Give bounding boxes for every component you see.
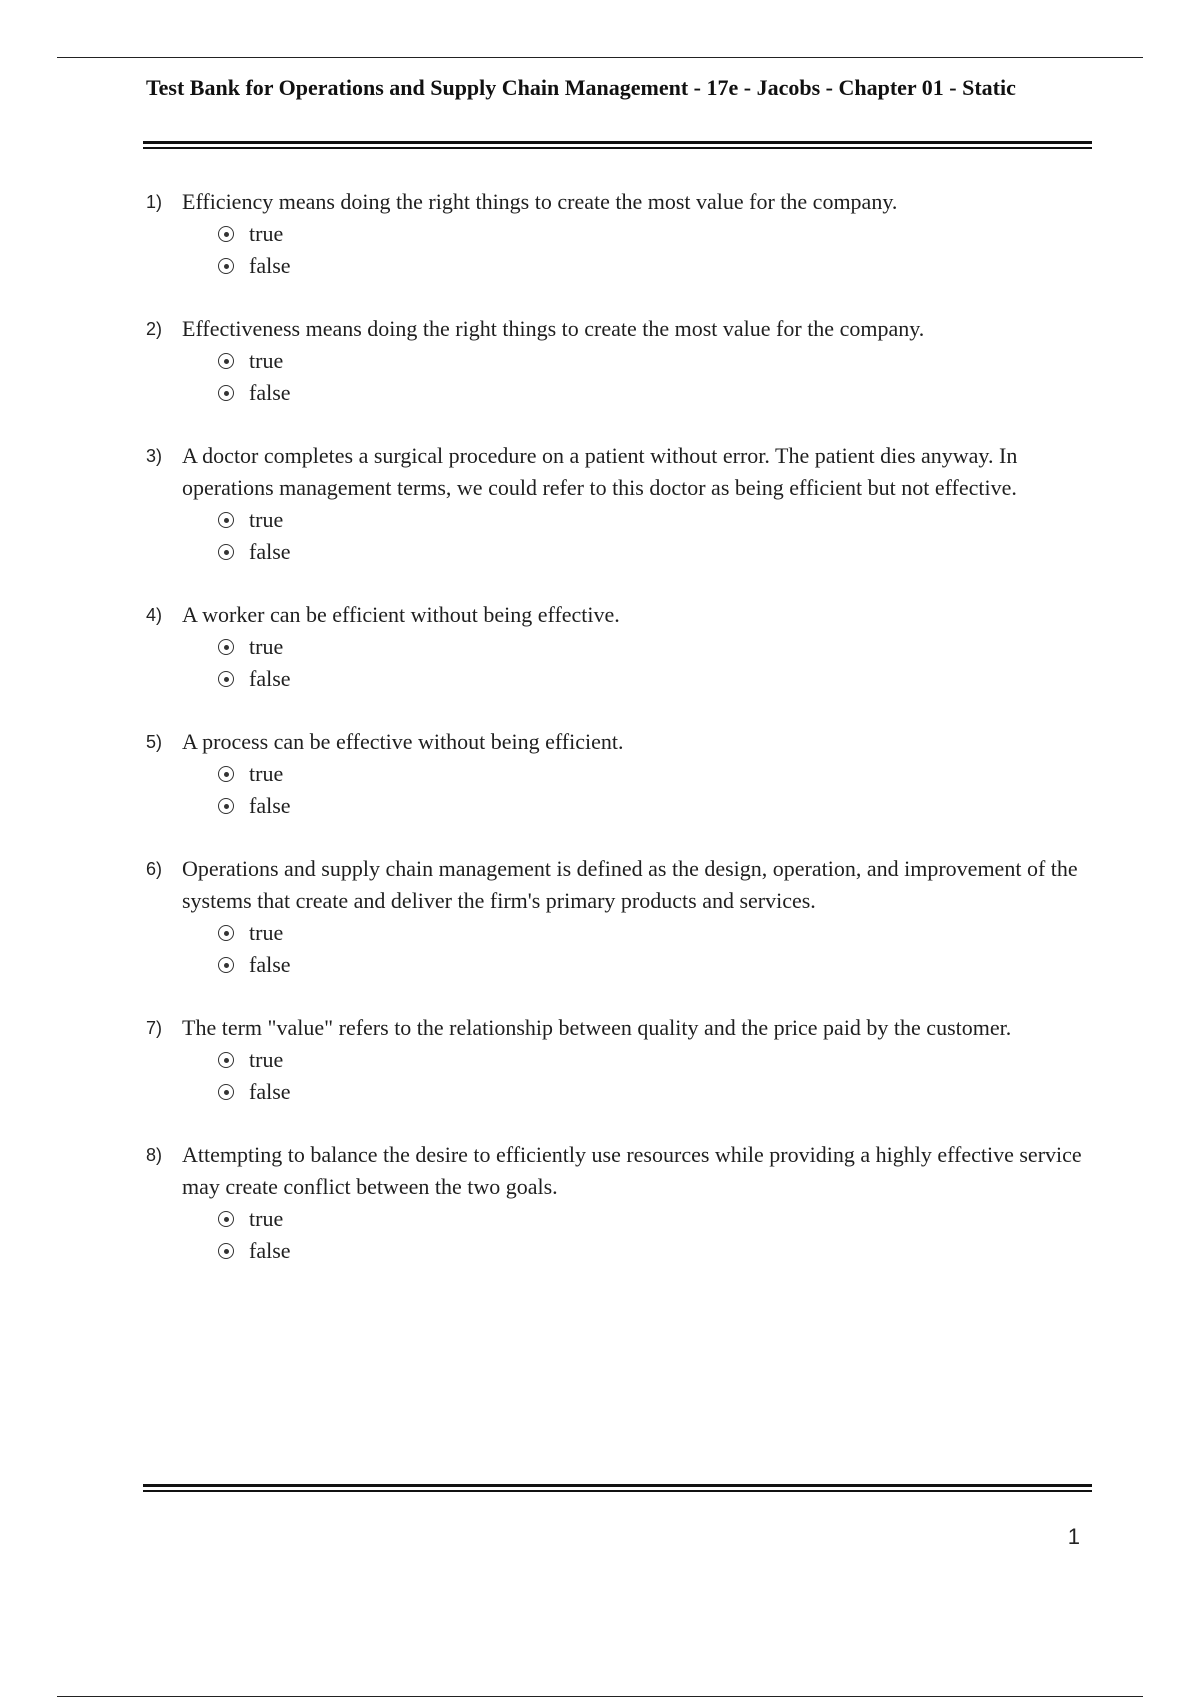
radio-icon[interactable] bbox=[218, 639, 234, 655]
option-false[interactable] bbox=[218, 1076, 1096, 1108]
option-false[interactable] bbox=[218, 663, 1096, 695]
option-label: false bbox=[249, 380, 291, 405]
option-false[interactable] bbox=[218, 790, 1096, 822]
page-bottom-border bbox=[57, 1696, 1143, 1697]
page-number: 1 bbox=[1067, 1524, 1080, 1549]
question-number: 5) bbox=[146, 732, 163, 752]
question-text: Effectiveness means doing the right things to create the most value for the company. bbox=[182, 316, 925, 341]
question-5 bbox=[146, 726, 1096, 822]
option-label: false bbox=[249, 1238, 291, 1263]
option-true[interactable] bbox=[218, 1044, 1096, 1076]
question-list bbox=[146, 186, 1096, 1298]
radio-icon[interactable] bbox=[218, 1052, 234, 1068]
radio-icon[interactable] bbox=[218, 671, 234, 687]
option-label: true bbox=[249, 1047, 284, 1072]
option-false[interactable] bbox=[218, 1235, 1096, 1267]
option-label: false bbox=[249, 1079, 291, 1104]
footer-divider bbox=[143, 1484, 1092, 1492]
question-number: 2) bbox=[146, 319, 163, 339]
radio-icon[interactable] bbox=[218, 1084, 234, 1100]
radio-icon[interactable] bbox=[218, 1211, 234, 1227]
option-true[interactable] bbox=[218, 631, 1096, 663]
option-label: true bbox=[249, 761, 284, 786]
radio-icon[interactable] bbox=[218, 766, 234, 782]
radio-icon[interactable] bbox=[218, 798, 234, 814]
question-3 bbox=[146, 440, 1096, 568]
option-label: false bbox=[249, 952, 291, 977]
option-label: true bbox=[249, 1206, 284, 1231]
radio-icon[interactable] bbox=[218, 1243, 234, 1259]
header-divider bbox=[143, 141, 1092, 149]
option-label: true bbox=[249, 920, 284, 945]
option-false[interactable] bbox=[218, 377, 1096, 409]
radio-icon[interactable] bbox=[218, 353, 234, 369]
option-label: false bbox=[249, 253, 291, 278]
option-true[interactable] bbox=[218, 504, 1096, 536]
radio-icon[interactable] bbox=[218, 925, 234, 941]
question-1 bbox=[146, 186, 1096, 282]
option-true[interactable] bbox=[218, 1203, 1096, 1235]
option-label: true bbox=[249, 634, 284, 659]
option-true[interactable] bbox=[218, 917, 1096, 949]
question-number: 4) bbox=[146, 605, 163, 625]
question-number: 1) bbox=[146, 192, 163, 212]
question-number: 8) bbox=[146, 1145, 163, 1165]
radio-icon[interactable] bbox=[218, 226, 234, 242]
option-false[interactable] bbox=[218, 536, 1096, 568]
radio-icon[interactable] bbox=[218, 385, 234, 401]
document-title: Test Bank for Operations and Supply Chain Management - 17e - Jacobs - Chapter 01 - Static bbox=[146, 75, 1016, 100]
question-text: A doctor completes a surgical procedure on a patient without error. The patient dies anyway. In operations management terms, we could refer to this doctor as being efficient but not effective. bbox=[182, 443, 1018, 500]
question-number: 6) bbox=[146, 859, 163, 879]
question-text: Attempting to balance the desire to efficiently use resources while providing a highly effective service may create conflict between the two goals. bbox=[182, 1142, 1082, 1199]
option-label: false bbox=[249, 793, 291, 818]
option-true[interactable] bbox=[218, 345, 1096, 377]
option-label: true bbox=[249, 348, 284, 373]
radio-icon[interactable] bbox=[218, 258, 234, 274]
question-4 bbox=[146, 599, 1096, 695]
question-text: The term "value" refers to the relationship between quality and the price paid by the customer. bbox=[182, 1015, 1012, 1040]
radio-icon[interactable] bbox=[218, 957, 234, 973]
question-number: 3) bbox=[146, 446, 163, 466]
question-6 bbox=[146, 853, 1096, 981]
option-false[interactable] bbox=[218, 250, 1096, 282]
question-text: A worker can be efficient without being effective. bbox=[182, 602, 620, 627]
option-label: true bbox=[249, 221, 284, 246]
question-text: Operations and supply chain management is defined as the design, operation, and improvement of the systems that create and deliver the firm's primary products and services. bbox=[182, 856, 1078, 913]
option-label: false bbox=[249, 539, 291, 564]
question-8 bbox=[146, 1139, 1096, 1267]
question-7 bbox=[146, 1012, 1096, 1108]
option-true[interactable] bbox=[218, 218, 1096, 250]
option-false[interactable] bbox=[218, 949, 1096, 981]
option-true[interactable] bbox=[218, 758, 1096, 790]
option-label: true bbox=[249, 507, 284, 532]
page-top-border bbox=[57, 57, 1143, 58]
question-text: Efficiency means doing the right things to create the most value for the company. bbox=[182, 189, 898, 214]
question-number: 7) bbox=[146, 1018, 163, 1038]
radio-icon[interactable] bbox=[218, 544, 234, 560]
question-2 bbox=[146, 313, 1096, 409]
question-text: A process can be effective without being efficient. bbox=[182, 729, 624, 754]
radio-icon[interactable] bbox=[218, 512, 234, 528]
option-label: false bbox=[249, 666, 291, 691]
